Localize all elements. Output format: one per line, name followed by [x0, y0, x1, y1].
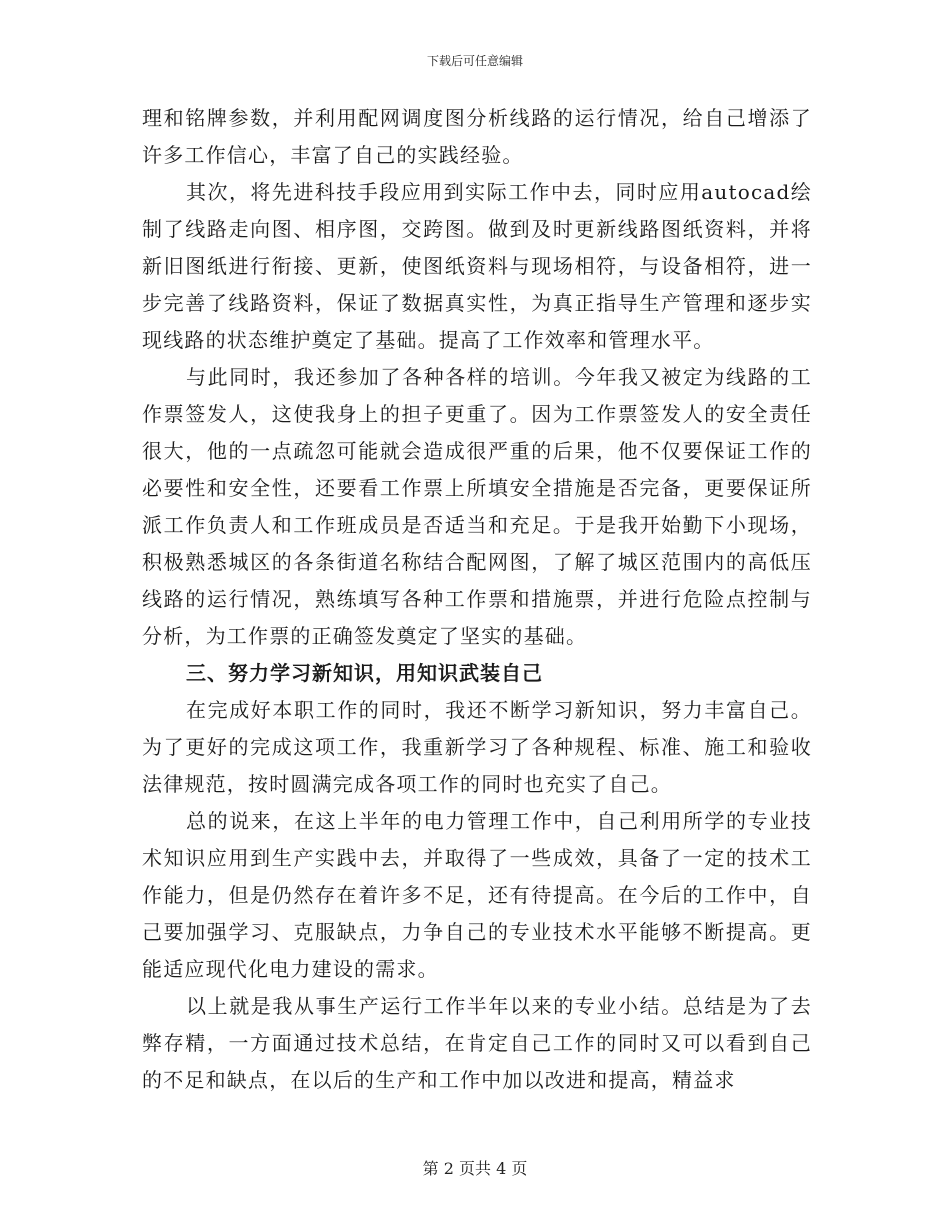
paragraph-3: 与此同时，我还参加了各种各样的培训。今年我又被定为线路的工作票签发人，这使我身上的担子更重了。因为工作票签发人的安全责任很大，他的一点疏忽可能就会造成很严重的后果，他不仅要保证工作的必要性和安全性，还要看工作票上所填安全措施是否完备，更要保证所派工作负责人和工作班成员是否适当和充足。于是我开始勤下小现场，积极熟悉城区的各条街道名称结合配网图，了解了城区范围内的高低压线路的运行情况，熟练填写各种工作票和措施票，并进行危险点控制与分析，为工作票的正确签发奠定了坚实的基础。 — [142, 365, 812, 648]
paragraph-2: 其次，将先进科技手段应用到实际工作中去，同时应用autocad绘制了线路走向图、相序图，交跨图。做到及时更新线路图纸资料，并将新旧图纸进行衔接、更新，使图纸资料与现场相符，与设备相符，进一步完善了线路资料，保证了数据真实性，为真正指导生产管理和逐步实现线路的状态维护奠定了基础。提高了工作效率和管理水平。 — [142, 180, 812, 352]
document-body — [142, 100, 812, 1099]
section-heading: 三、努力学习新知识，用知识武装自己 — [186, 661, 543, 685]
paragraph-4: 在完成好本职工作的同时，我还不断学习新知识，努力丰富自己。为了更好的完成这项工作，我重新学习了各种规程、标准、施工和验收法律规范，按时圆满完成各项工作的同时也充实了自己。 — [142, 698, 812, 796]
paragraph-1: 理和铭牌参数，并利用配网调度图分析线路的运行情况，给自己增添了许多工作信心，丰富了自己的实践经验。 — [142, 106, 812, 167]
page-header: 下载后可任意编辑 — [426, 54, 523, 68]
paragraph-6: 以上就是我从事生产运行工作半年以来的专业小结。总结是为了去弊存精，一方面通过技术总结，在肯定自己工作的同时又可以看到自己的不足和缺点，在以后的生产和工作中加以改进和提高，精益求 — [142, 994, 812, 1092]
page-footer: 第 2 页共 4 页 — [422, 1159, 528, 1178]
paragraph-5: 总的说来，在这上半年的电力管理工作中，自己利用所学的专业技术知识应用到生产实践中去，并取得了一些成效，具备了一定的技术工作能力，但是仍然存在着许多不足，还有待提高。在今后的工作中，自己要加强学习、克服缺点，力争自己的专业技术水平能够不断提高。更能适应现代化电力建设的需求。 — [142, 809, 812, 981]
